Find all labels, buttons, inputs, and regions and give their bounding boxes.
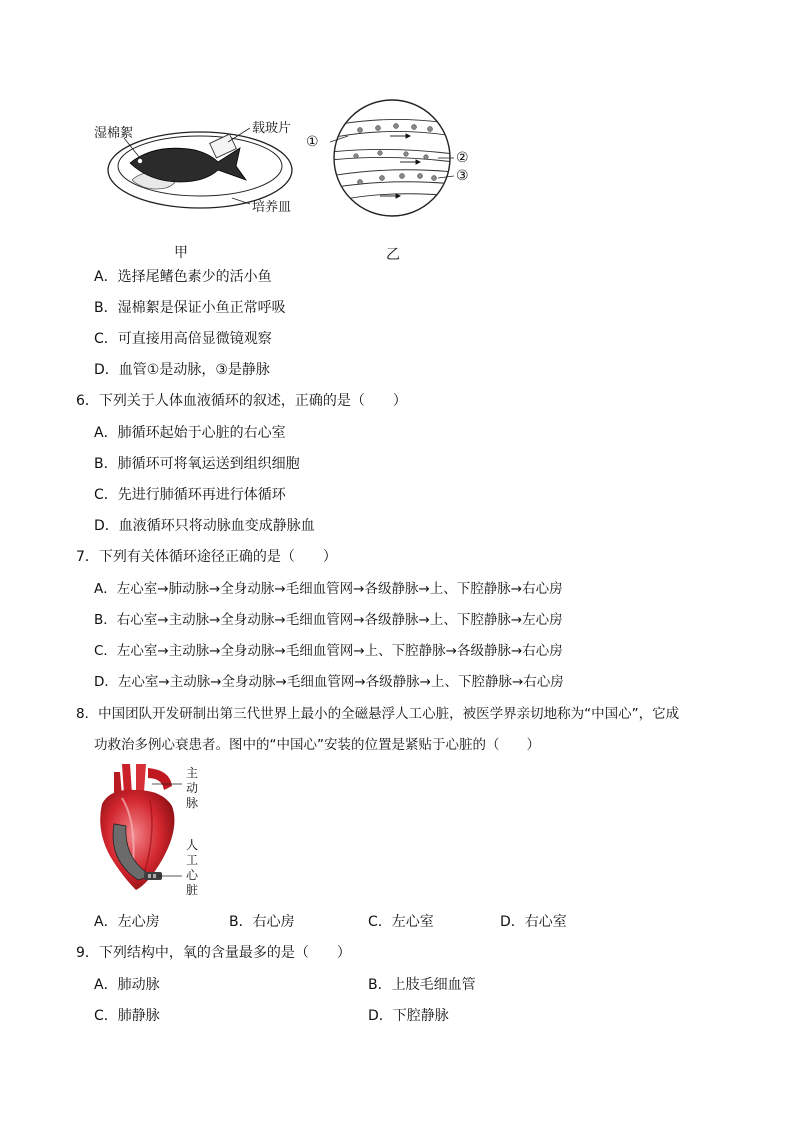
- q9-option-c[interactable]: C．肺静脉: [94, 1008, 160, 1024]
- q8-stem-line1: 8．中国团队开发研制出第三代世界上最小的全磁悬浮人工心脏，被医学界亲切地称为“中国心”，它成: [76, 706, 680, 722]
- q7-stem: 7．下列有关体循环途径正确的是（ ）: [76, 549, 337, 565]
- q8-option-b[interactable]: B．右心房: [229, 914, 295, 930]
- q9-option-d[interactable]: D．下腔静脉: [368, 1008, 449, 1024]
- q8-option-a[interactable]: A．左心房: [94, 914, 160, 930]
- marker-2: ②: [456, 150, 469, 166]
- label-aorta: 主动脉: [186, 766, 199, 810]
- heart-figure: [92, 764, 182, 896]
- label-artificial-heart: 人工心脏: [186, 838, 199, 897]
- q5-option-d[interactable]: D．血管①是动脉，③是静脉: [94, 362, 270, 378]
- q6-option-c[interactable]: C．先进行肺循环再进行体循环: [94, 487, 286, 503]
- marker-1: ①: [306, 134, 319, 150]
- q7-option-c[interactable]: C．左心室→主动脉→全身动脉→毛细血管网→上、下腔静脉→各级静脉→右心房: [94, 643, 563, 659]
- caption-yi: 乙: [386, 247, 400, 263]
- label-petri-dish: 培养皿: [252, 200, 292, 215]
- q7-option-a[interactable]: A．左心室→肺动脉→全身动脉→毛细血管网→各级静脉→上、下腔静脉→右心房: [94, 581, 563, 597]
- q6-option-a[interactable]: A．肺循环起始于心脏的右心室: [94, 425, 286, 441]
- q5-option-c[interactable]: C．可直接用高倍显微镜观察: [94, 331, 272, 347]
- q6-option-b[interactable]: B．肺循环可将氧运送到组织细胞: [94, 456, 300, 472]
- figure-yi: [330, 96, 454, 220]
- caption-jia: 甲: [174, 245, 188, 261]
- q9-option-a[interactable]: A．肺动脉: [94, 977, 160, 993]
- q9-option-b[interactable]: B．上肢毛细血管: [368, 977, 476, 993]
- q8-option-d[interactable]: D．右心室: [500, 914, 567, 930]
- label-wet-cotton: 湿棉絮: [94, 126, 134, 141]
- q7-option-d[interactable]: D．左心室→主动脉→全身动脉→毛细血管网→各级静脉→上、下腔静脉→右心房: [94, 674, 564, 690]
- marker-3: ③: [456, 168, 469, 184]
- label-slide: 载玻片: [252, 121, 292, 136]
- q8-option-c[interactable]: C．左心室: [368, 914, 434, 930]
- q6-stem: 6．下列关于人体血液循环的叙述，正确的是（ ）: [76, 393, 407, 409]
- q5-option-b[interactable]: B．湿棉絮是保证小鱼正常呼吸: [94, 300, 286, 316]
- q6-option-d[interactable]: D．血液循环只将动脉血变成静脉血: [94, 518, 315, 534]
- q5-option-a[interactable]: A．选择尾鳍色素少的活小鱼: [94, 269, 272, 285]
- q8-stem-line2: 功救治多例心衰患者。图中的“中国心”安装的位置是紧贴于心脏的（ ）: [94, 737, 540, 753]
- q9-stem: 9．下列结构中，氧的含量最多的是（ ）: [76, 945, 351, 961]
- q7-option-b[interactable]: B．右心室→主动脉→全身动脉→毛细血管网→各级静脉→上、下腔静脉→左心房: [94, 612, 563, 628]
